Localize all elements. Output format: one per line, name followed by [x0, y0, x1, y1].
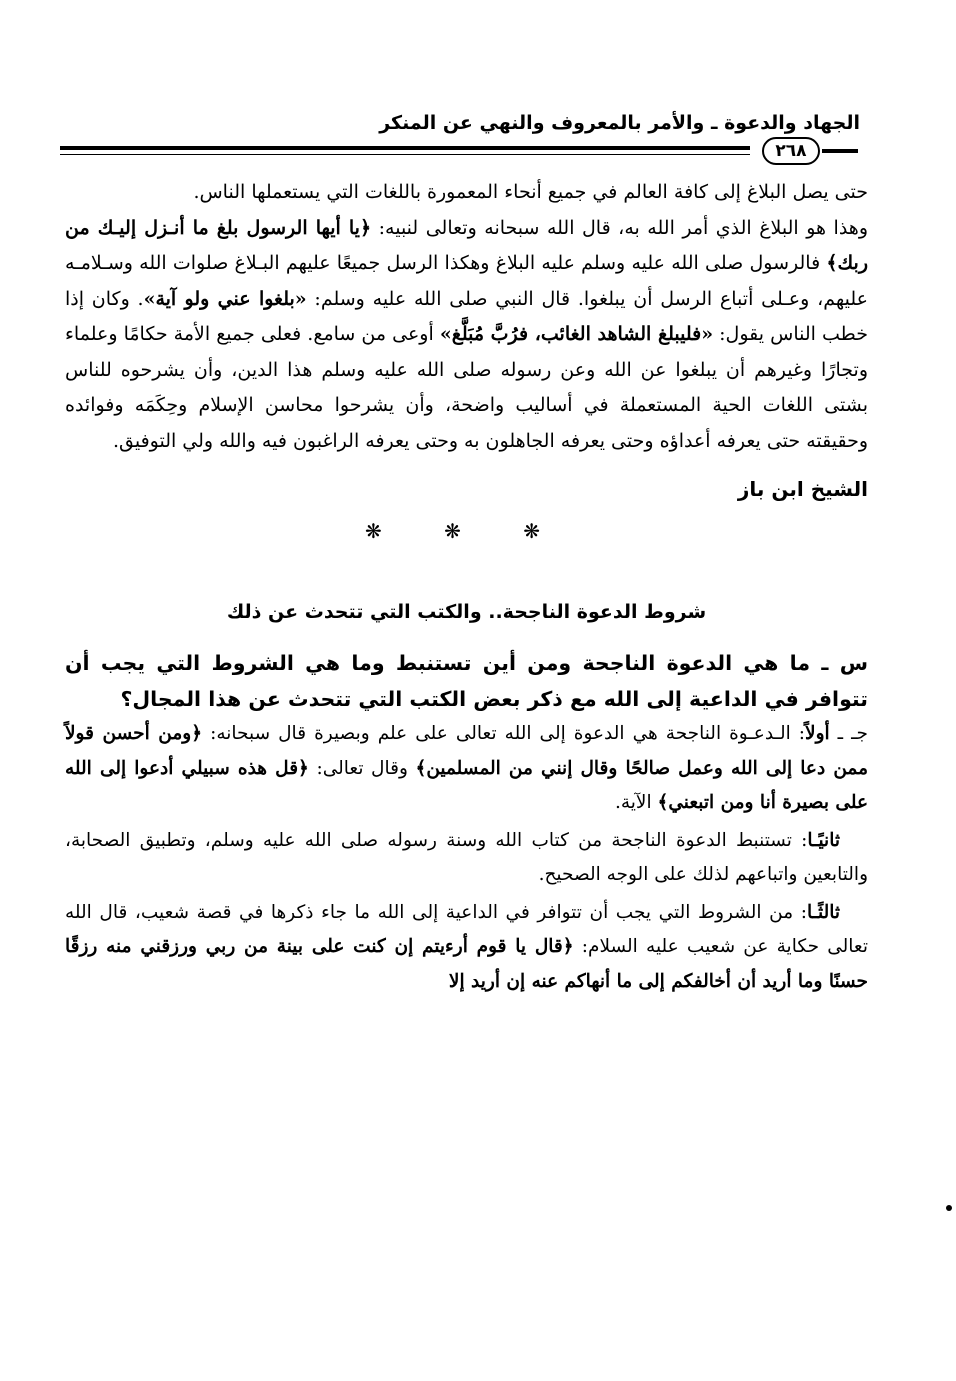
- page-number: ٢٦٨: [762, 137, 820, 165]
- header-rule-thick: [60, 146, 750, 150]
- answer-second: [65, 824, 868, 893]
- text-run: وقال تعالى:: [308, 757, 416, 779]
- text-run: : تستنبط الدعوة الناجحة من كتاب الله وسنة رسوله صلى الله عليه وسلم، وتطبيق الصحابة، والتابعين واتباعهم لذلك على الوجه الصحيح.: [65, 829, 868, 885]
- header-rule-thin: [60, 154, 750, 155]
- text-run: : من الشروط التي يجب أن تتوافر في الداعية إلى الله ما جاء ذكرها في قصة شعيب، قال الله تعالى حكاية عن شعيب عليه السلام:: [65, 901, 868, 957]
- section-title: شروط الدعوة الناجحة.. والكتب التي تتحدث عن ذلك: [226, 601, 707, 623]
- separator-stars: ❋ ❋ ❋: [365, 519, 568, 543]
- answer-prefix: جـ ـ: [829, 723, 868, 744]
- text-run: . وكان إذا خطب الناس يقول:: [65, 287, 868, 345]
- quran-quote: ﴿يا أيها الرسول بلغ ما أنـزل إليـك من ربك﴾: [65, 216, 868, 274]
- page-header: [60, 106, 860, 166]
- running-title: الجهاد والدعوة ـ والأمر بالمعروف والنهي عن المنكر: [379, 112, 860, 134]
- answer-third: [65, 896, 868, 1000]
- page-number-dash: [822, 149, 858, 153]
- intro-paragraph-1: حتى يصل البلاغ إلى كافة العالم في جميع أنحاء المعمورة باللغات التي يستعملها الناس.: [193, 181, 868, 203]
- answer-label-first: أولاً: [805, 723, 830, 744]
- text-run: الآية.: [614, 792, 658, 813]
- quran-quote: ﴿قل هذه سبيلي أدعوا إلى الله على بصيرة أنا ومن اتبعني﴾: [65, 757, 868, 813]
- question-text: س ـ ما هي الدعوة الناجحة ومن أين تستنبط وما هي الشروط التي يجب أن تتوافر في الداعية إلى الله مع ذكر بعض الكتب التي تتحدث عن هذا المجال؟: [65, 651, 868, 711]
- answer-label-third: ثالثًـا: [806, 901, 840, 923]
- quran-quote: ﴿ومن أحسن قولاً ممن دعا إلى الله وعمل صالحًا وقال إنني من المسلمين﴾: [65, 723, 869, 779]
- answer-label-second: ثانيًـا: [807, 829, 840, 851]
- hadith-quote: «بلغوا عني ولو آية»: [143, 287, 307, 310]
- quran-quote: ﴿قال يا قوم أرءيتم إن كنت على بينة من ربي ورزقني منه رزقًا حسنًا وما أريد أن أخالفكم إلى ما أنهاكم عنه إن أريد إلا: [65, 936, 868, 992]
- text-run: وهذا هو البلاغ الذي أمر الله به، قال الله سبحانه وتعالى لنبيه:: [371, 216, 868, 239]
- signature: الشيخ ابن باز: [737, 477, 868, 501]
- text-run: : الـدعـوة الناجحة هي الدعوة إلى الله تعالى على علم وبصيرة قال سبحانه:: [202, 723, 806, 744]
- answer-first: [65, 717, 868, 821]
- intro-paragraph-2: [65, 211, 868, 460]
- text-run: أوعى من سامع. فعلى جميع الأمة حكامًا وعلماء وتجارًا وغيرهم أن يبلغوا عن الله وعن رسوله صلى الله عليه وسلم هذا الدين، وأن يشرحوه للناس بشتى اللغات الحية المستعملة في أساليب واضحة، وأن يشرحوا محاسن الإسلام وحِكَمَه وفوائده وحقيقته حتى يعرفه أعداؤه وحتى يعرفه الجاهلون به وحتى يعرفه الراغبون فيه والله ولي التوفيق.: [65, 323, 868, 452]
- hadith-quote: «فليبلغ الشاهد الغائب، فرُبَّ مُبَلَّغ»: [439, 323, 714, 345]
- scan-mark: [946, 1205, 952, 1211]
- page-body: [65, 175, 868, 999]
- text-run: فالرسول صلى الله عليه وسلم عليه البلاغ وهكذا الرسل جميعًا عليهم البـلاغ صلوات الله وسـلامـه عليهم، وعـلى أتباع الرسل أن يبلغوا. قال النبي صلى الله عليه وسلم:: [65, 252, 868, 310]
